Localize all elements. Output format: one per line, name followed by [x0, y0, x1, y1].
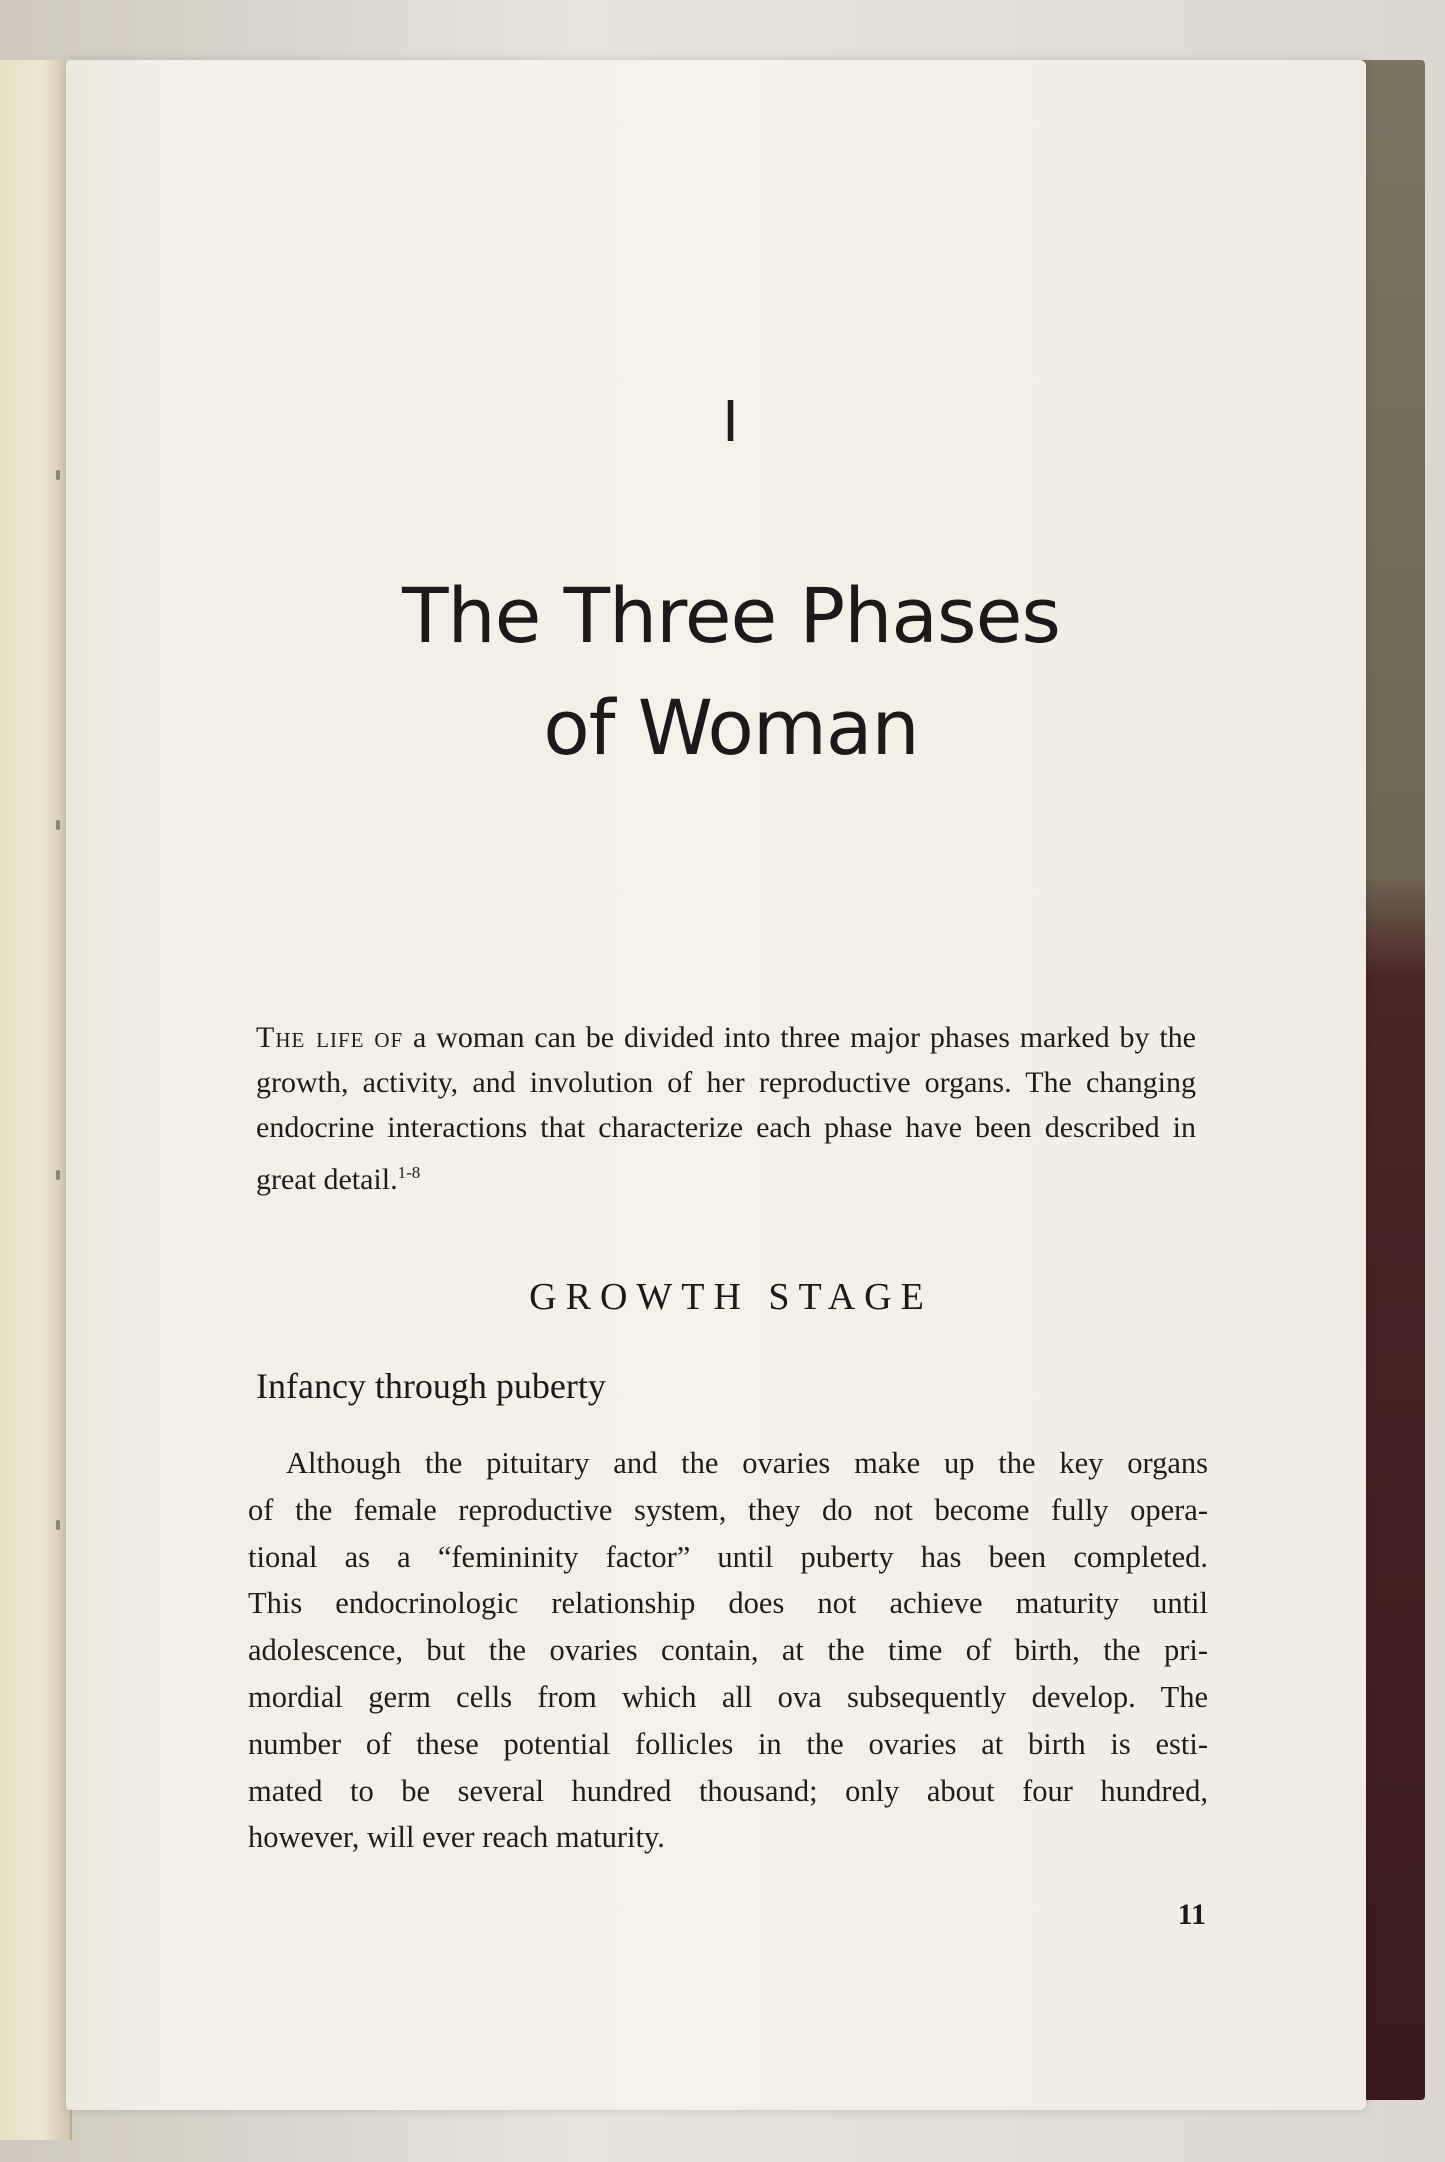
body-line: mordial germ cells from which all ova subsequently develop. The: [248, 1679, 1208, 1714]
body-line: number of these potential follicles in the ovaries at birth is esti-: [248, 1726, 1208, 1761]
body-line: This endocrinologic relationship does not achieve maturity until: [248, 1586, 1208, 1621]
binding-stitch: [56, 470, 60, 480]
chapter-title: [256, 560, 1206, 784]
intro-lead-word-of: of: [374, 1021, 404, 1054]
chapter-number: I: [722, 390, 740, 455]
binding-stitch: [56, 1170, 60, 1180]
binding-stitch: [56, 820, 60, 830]
intro-paragraph: [256, 1015, 1196, 1202]
binding-stitch: [56, 1520, 60, 1530]
footnote-reference: 1-8: [397, 1163, 421, 1182]
section-heading: GROWTH STAGE: [529, 1276, 933, 1318]
page-number: 11: [1177, 1898, 1206, 1931]
body-line: of the female reproductive system, they do not become fully opera-: [248, 1492, 1208, 1527]
subsection-heading: Infancy through puberty: [256, 1366, 606, 1406]
body-line: however, will ever reach maturity.: [248, 1820, 665, 1855]
body-line: tional as a “femininity factor” until puberty has been completed.: [248, 1539, 1208, 1574]
body-line: mated to be several hundred thousand; only about four hundred,: [248, 1773, 1208, 1808]
body-line: Although the pituitary and the ovaries make up the key organs: [286, 1446, 1208, 1480]
intro-lead-words: The life: [256, 1021, 365, 1054]
body-paragraph: [248, 1440, 1208, 1861]
chapter-title-line-2: of Woman: [543, 683, 919, 772]
body-line: adolescence, but the ovaries contain, at the time of birth, the pri-: [248, 1633, 1208, 1668]
intro-text: a woman can be divided into three major phases marked by the growth, activity, and involution of her reproductive organs. The changing endocrine interactions that characterize each phase have been described in great detail.: [256, 1021, 1196, 1196]
book-page: [66, 60, 1366, 2110]
chapter-title-line-1: The Three Phases: [402, 571, 1060, 660]
previous-page-edge: [0, 60, 72, 2140]
